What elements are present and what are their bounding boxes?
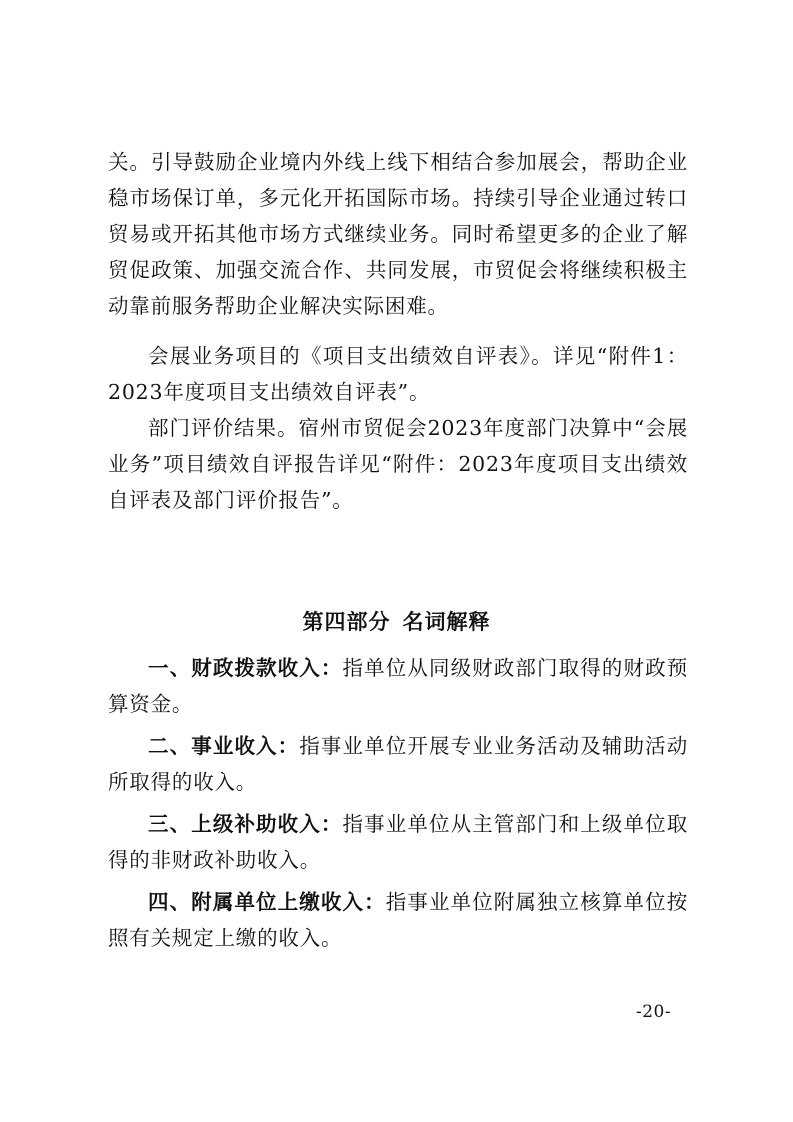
term-definition: 指事业单位附属独立核算单位按照有关规定上缴的收入。 [108, 890, 688, 950]
paragraph-evaluation-result: 部门评价结果。宿州市贸促会2023年度部门决算中“会展业务”项目绩效自评报告详见“附件：2023年度项目支出绩效自评表及部门评价报告”。 [108, 416, 688, 512]
term-superior-subsidy-income [108, 806, 688, 878]
term-definition: 指事业单位从主管部门和上级单位取得的非财政补助收入。 [108, 812, 688, 872]
term-business-income [108, 728, 688, 800]
term-label: 四、附属单位上缴收入： [148, 890, 386, 914]
section-part-label: 第四部分 [302, 610, 391, 634]
paragraph-self-evaluation-form: 会展业务项目的《项目支出绩效自评表》。详见“附件1：2023年度项目支出绩效自评表”。 [108, 344, 688, 404]
term-label: 三、上级补助收入： [148, 812, 343, 836]
term-definition: 指单位从同级财政部门取得的财政预算资金。 [108, 656, 688, 716]
section-title: 名词解释 [402, 610, 491, 634]
term-definition: 指事业单位开展专业业务活动及辅助活动所取得的收入。 [108, 734, 688, 794]
term-affiliated-unit-remittance-income [108, 884, 688, 956]
term-fiscal-appropriation-income [108, 650, 688, 722]
page-number: -20- [636, 1002, 672, 1022]
term-label: 一、财政拨款收入： [148, 656, 343, 680]
section-heading [0, 604, 793, 640]
paragraph-continuation: 关。引导鼓励企业境内外线上线下相结合参加展会，帮助企业稳市场保订单，多元化开拓国际市场。持续引导企业通过转口贸易或开拓其他市场方式继续业务。同时希望更多的企业了解贸促政策、加强交流合作、共同发展，市贸促会将继续积极主动靠前服务帮助企业解决实际困难。 [108, 150, 688, 318]
term-label: 二、事业收入： [148, 734, 300, 758]
